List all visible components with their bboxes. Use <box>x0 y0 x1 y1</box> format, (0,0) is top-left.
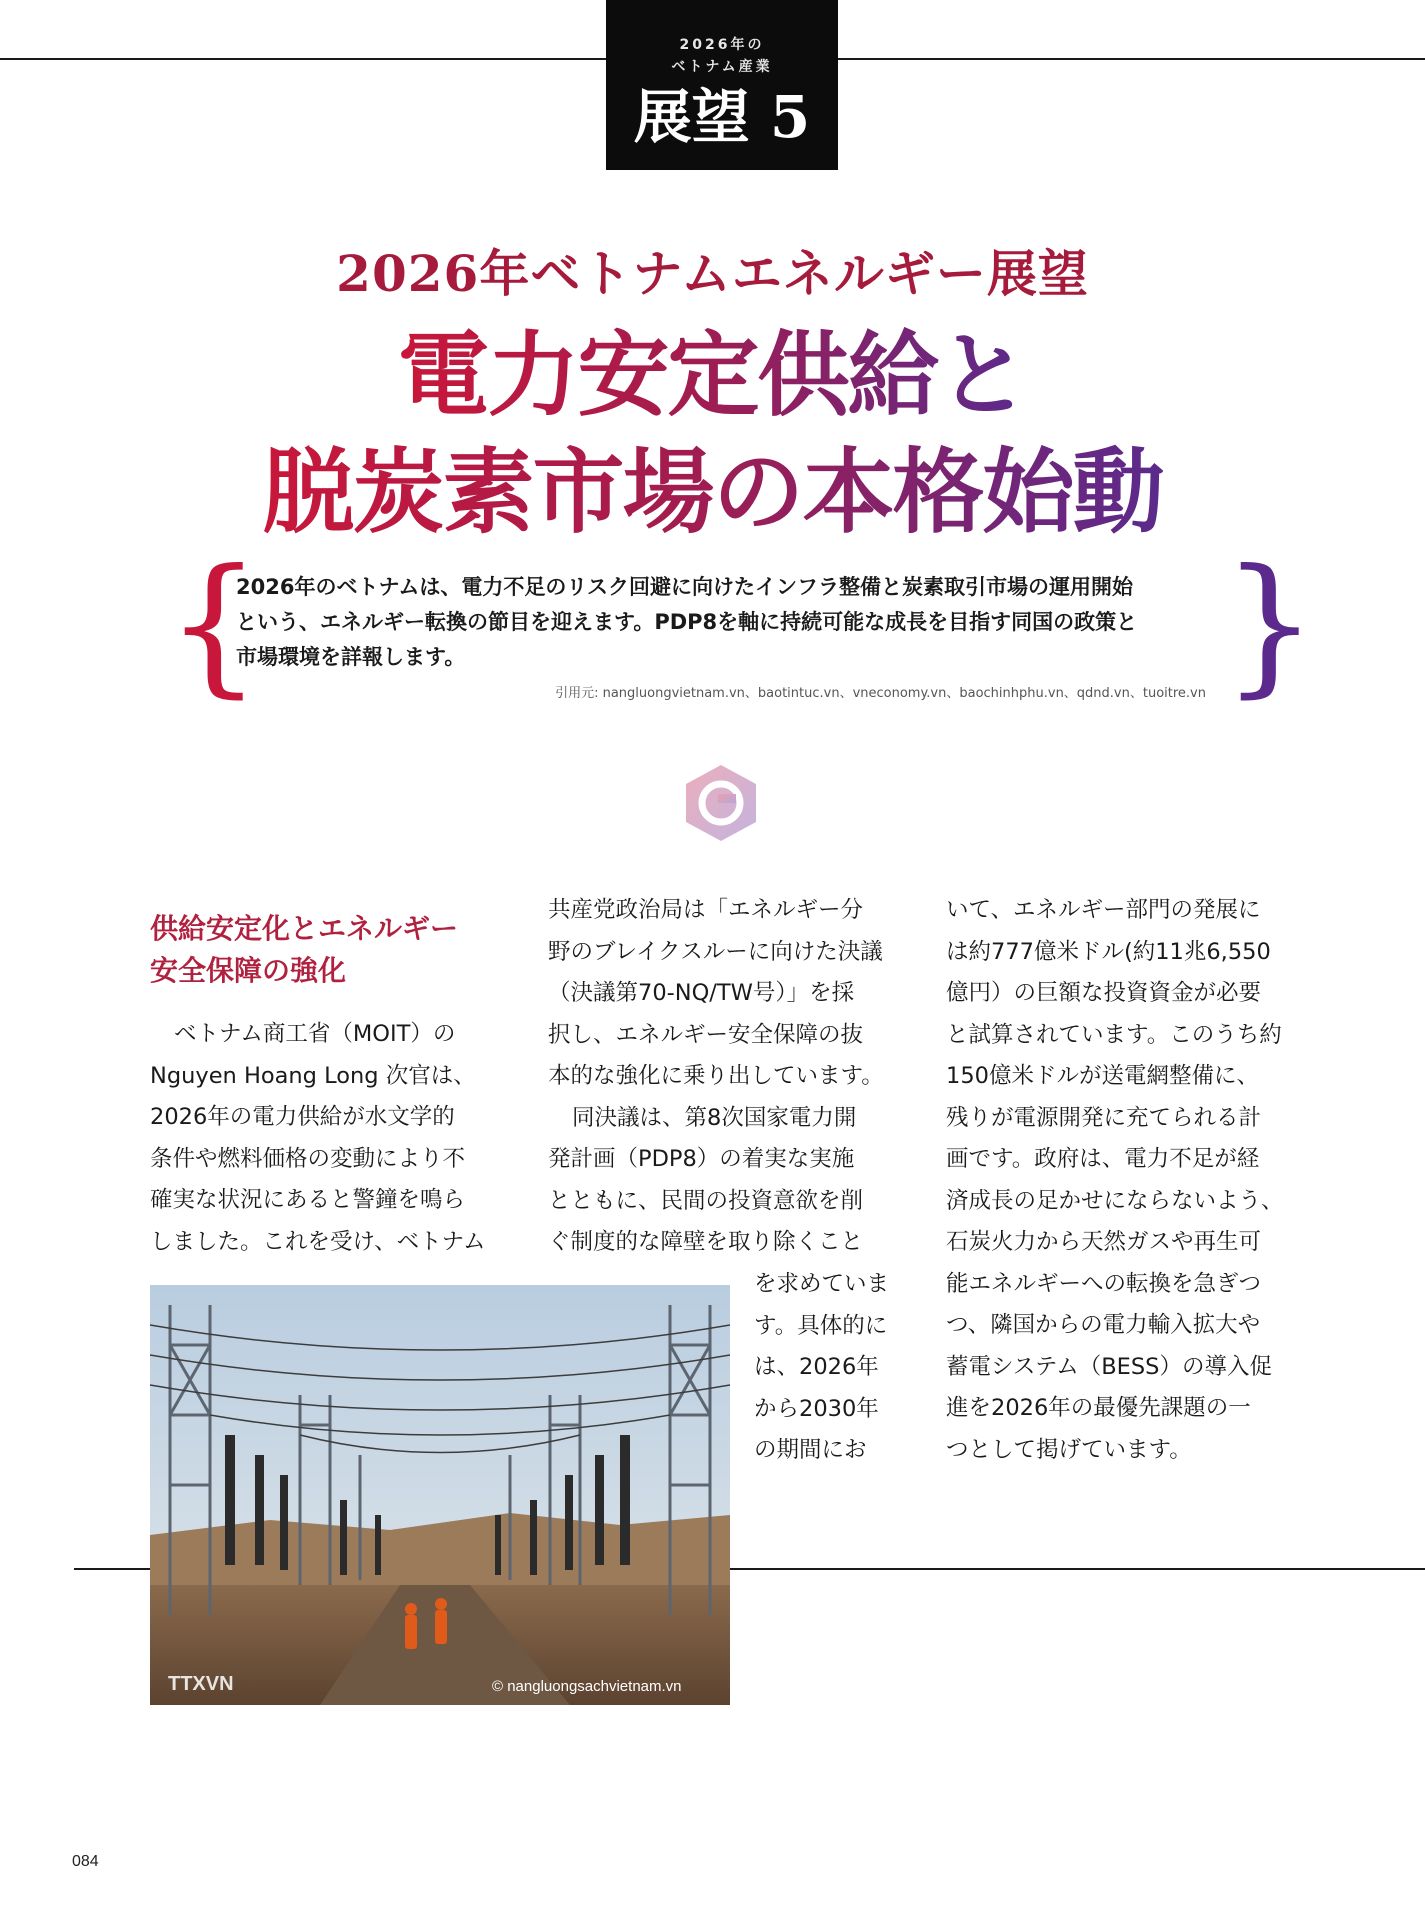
series-label-line1: 2026年の <box>679 37 765 53</box>
body-column-3: いて、エネルギー部門の発展に は約777億米ドル(約11兆6,550 億円）の巨額な投資資金が必要 と試算されています。このうち約 150億米ドルが送電網整備に、 残りが電源開発に充てられる計 画です。政府は、電力不足が経 済成長の足かせにならないよう、 石炭火力から天然ガスや再生可 能エネルギーへの転換を急ぎつ つ、隣国からの電力輸入拡大や 蓄電システム（BESS）の導入促 進を2026年の最優先課題の一 つとして掲げています。 <box>946 897 1284 1463</box>
series-label-line2: ベトナム産業 <box>671 59 773 75</box>
magazine-logo-icon <box>680 762 762 844</box>
substation-photo <box>150 1285 730 1705</box>
left-brace-ornament: { <box>166 538 262 712</box>
photo-agency-watermark: TTXVN <box>168 1673 234 1695</box>
section-heading: 供給安定化とエネルギー 安全保障の強化 <box>150 912 459 987</box>
series-badge <box>606 0 838 170</box>
outlook-number: 展望 5 <box>633 83 811 151</box>
article-kicker: 2026年ベトナムエネルギー展望 <box>336 244 1089 303</box>
lead-paragraph: 2026年のベトナムは、電力不足のリスク回避に向けたインフラ整備と炭素取引市場の運用開始 という、エネルギー転換の節目を迎えます。PDP8を軸に持続可能な成長を目指す同国の政策と 市場環境を詳報します。 <box>236 575 1138 669</box>
right-brace-ornament: } <box>1222 538 1318 712</box>
body-column-1: ベトナム商工省（MOIT）の Nguyen Hoang Long 次官は、 2026年の電力供給が水文学的 条件や燃料価格の変動により不 確実な状況にあると警鐘を鳴ら しました。これを受け、ベトナム <box>150 1021 486 1255</box>
headline-line1: 電力安定供給と <box>397 322 1028 429</box>
headline-line2: 脱炭素市場の本格始動 <box>262 439 1163 546</box>
body-column-2-continued: を求めていま す。具体的に は、2026年 から2030年 の期間にお <box>754 1271 890 1463</box>
source-citation: 引用元: nangluongvietnam.vn、baotintuc.vn、vneconomy.vn、baochinhphu.vn、qdnd.vn、tuoitre.vn <box>555 686 1206 701</box>
photo-credit: © nangluongsachvietnam.vn <box>492 1678 682 1695</box>
page-number: 084 <box>72 1853 99 1870</box>
body-column-2: 共産党政治局は「エネルギー分 野のブレイクスルーに向けた決議 （決議第70-NQ/TW号）」を採 択し、エネルギー安全保障の抜 本的な強化に乗り出しています。 同決議は、第8次国家電力開 発計画（PDP8）の着実な実施 とともに、民間の投資意欲を削 ぐ制度的な障壁を取り除くこと <box>548 897 884 1255</box>
